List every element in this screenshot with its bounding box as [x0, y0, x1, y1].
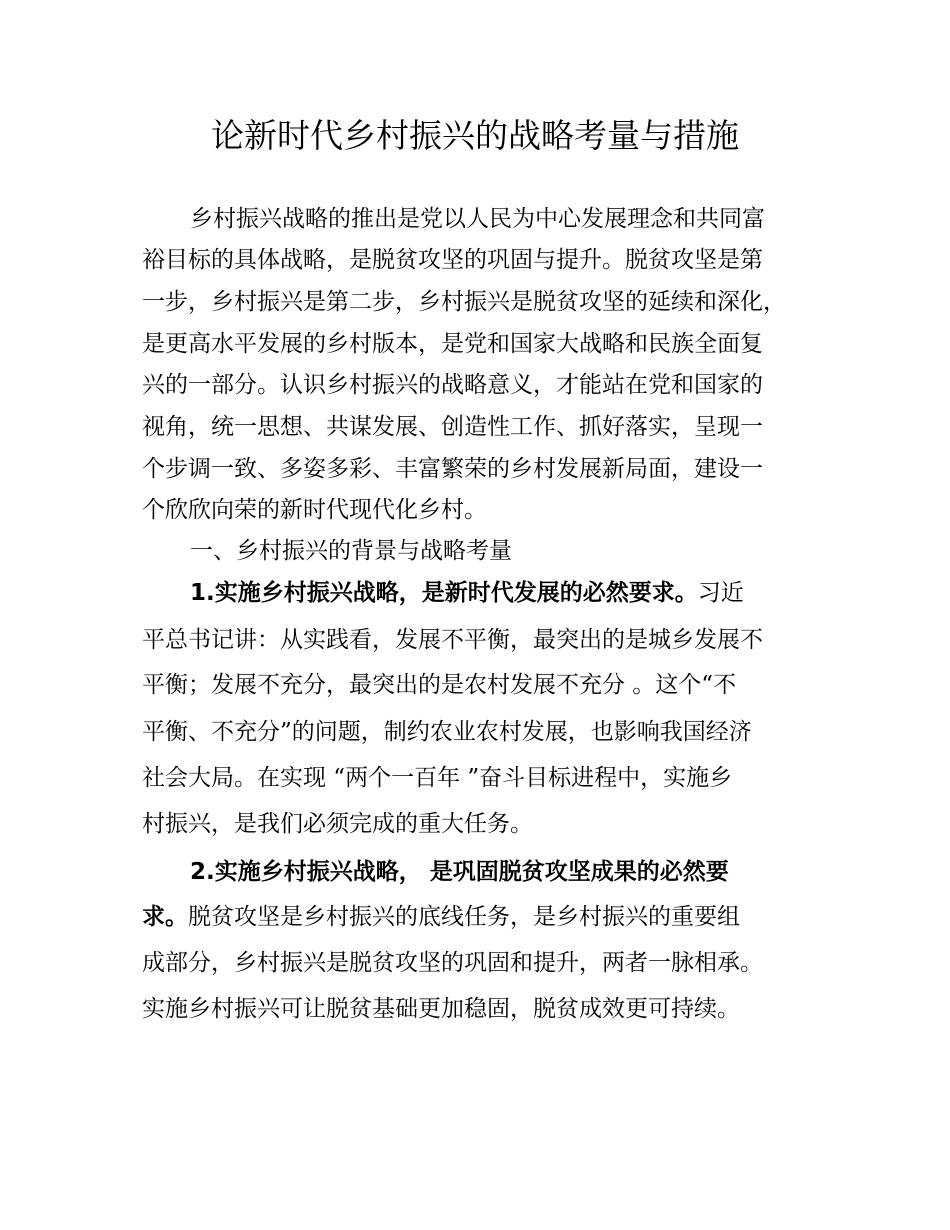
- intro-line: 兴的一部分。认识乡村振兴的战略意义，才能站在党和国家的: [142, 372, 763, 398]
- point1-line: 平衡；发展不充分，最突出的是农村发展不充分 。这个“不: [142, 672, 737, 698]
- point2-bold-end: 求。: [142, 904, 188, 930]
- point1-line: 平总书记讲：从实践看，发展不平衡，最突出的是城乡发展不: [142, 627, 763, 653]
- intro-line: 个欣欣向荣的新时代现代化乡村。: [142, 497, 487, 523]
- point1-line: 社会大局。在实现 “两个一百年 ”奋斗目标进程中，实施乡: [142, 765, 733, 791]
- point1-first-line: [190, 574, 880, 607]
- point1-bold-text: 1.实施乡村振兴战略，是新时代发展的必然要求。: [190, 580, 698, 606]
- point1-line: 平衡、不充分”的问题，制约农业农村发展，也影响我国经济: [142, 719, 752, 745]
- intro-line: 乡村振兴战略的推出是党以人民为中心发展理念和共同富: [190, 206, 765, 232]
- intro-line: 一步，乡村振兴是第二步，乡村振兴是脱贫攻坚的延续和深化，: [142, 289, 786, 315]
- point2-bold-line: 2.实施乡村振兴战略， 是巩固脱贫攻坚成果的必然要: [190, 859, 729, 885]
- point1-line: 村振兴，是我们必须完成的重大任务。: [142, 811, 533, 837]
- point2-line: 实施乡村振兴可让脱贫基础更加稳固，脱贫成效更可持续。: [142, 996, 740, 1022]
- section-heading: 一、乡村振兴的背景与战略考量: [190, 538, 512, 564]
- document-title: 论新时代乡村振兴的战略考量与措施: [211, 116, 739, 155]
- point1-first-tail: 习近: [697, 580, 744, 606]
- intro-line: 视角，统一思想、共谋发展、创造性工作、抓好落实，呈现一: [142, 414, 763, 440]
- point2-line: 成部分，乡村振兴是脱贫攻坚的巩固和提升，两者一脉相承。: [142, 950, 763, 976]
- intro-line: 裕目标的具体战略，是脱贫攻坚的巩固与提升。脱贫攻坚是第: [142, 247, 763, 273]
- intro-line: 是更高水平发展的乡村版本，是党和国家大战略和民族全面复: [142, 331, 763, 357]
- point2-second-line: [142, 898, 832, 931]
- intro-line: 个步调一致、多姿多彩、丰富繁荣的乡村发展新局面，建设一: [142, 456, 763, 482]
- point2-line2-tail: 脱贫攻坚是乡村振兴的底线任务，是乡村振兴的重要组: [188, 904, 740, 930]
